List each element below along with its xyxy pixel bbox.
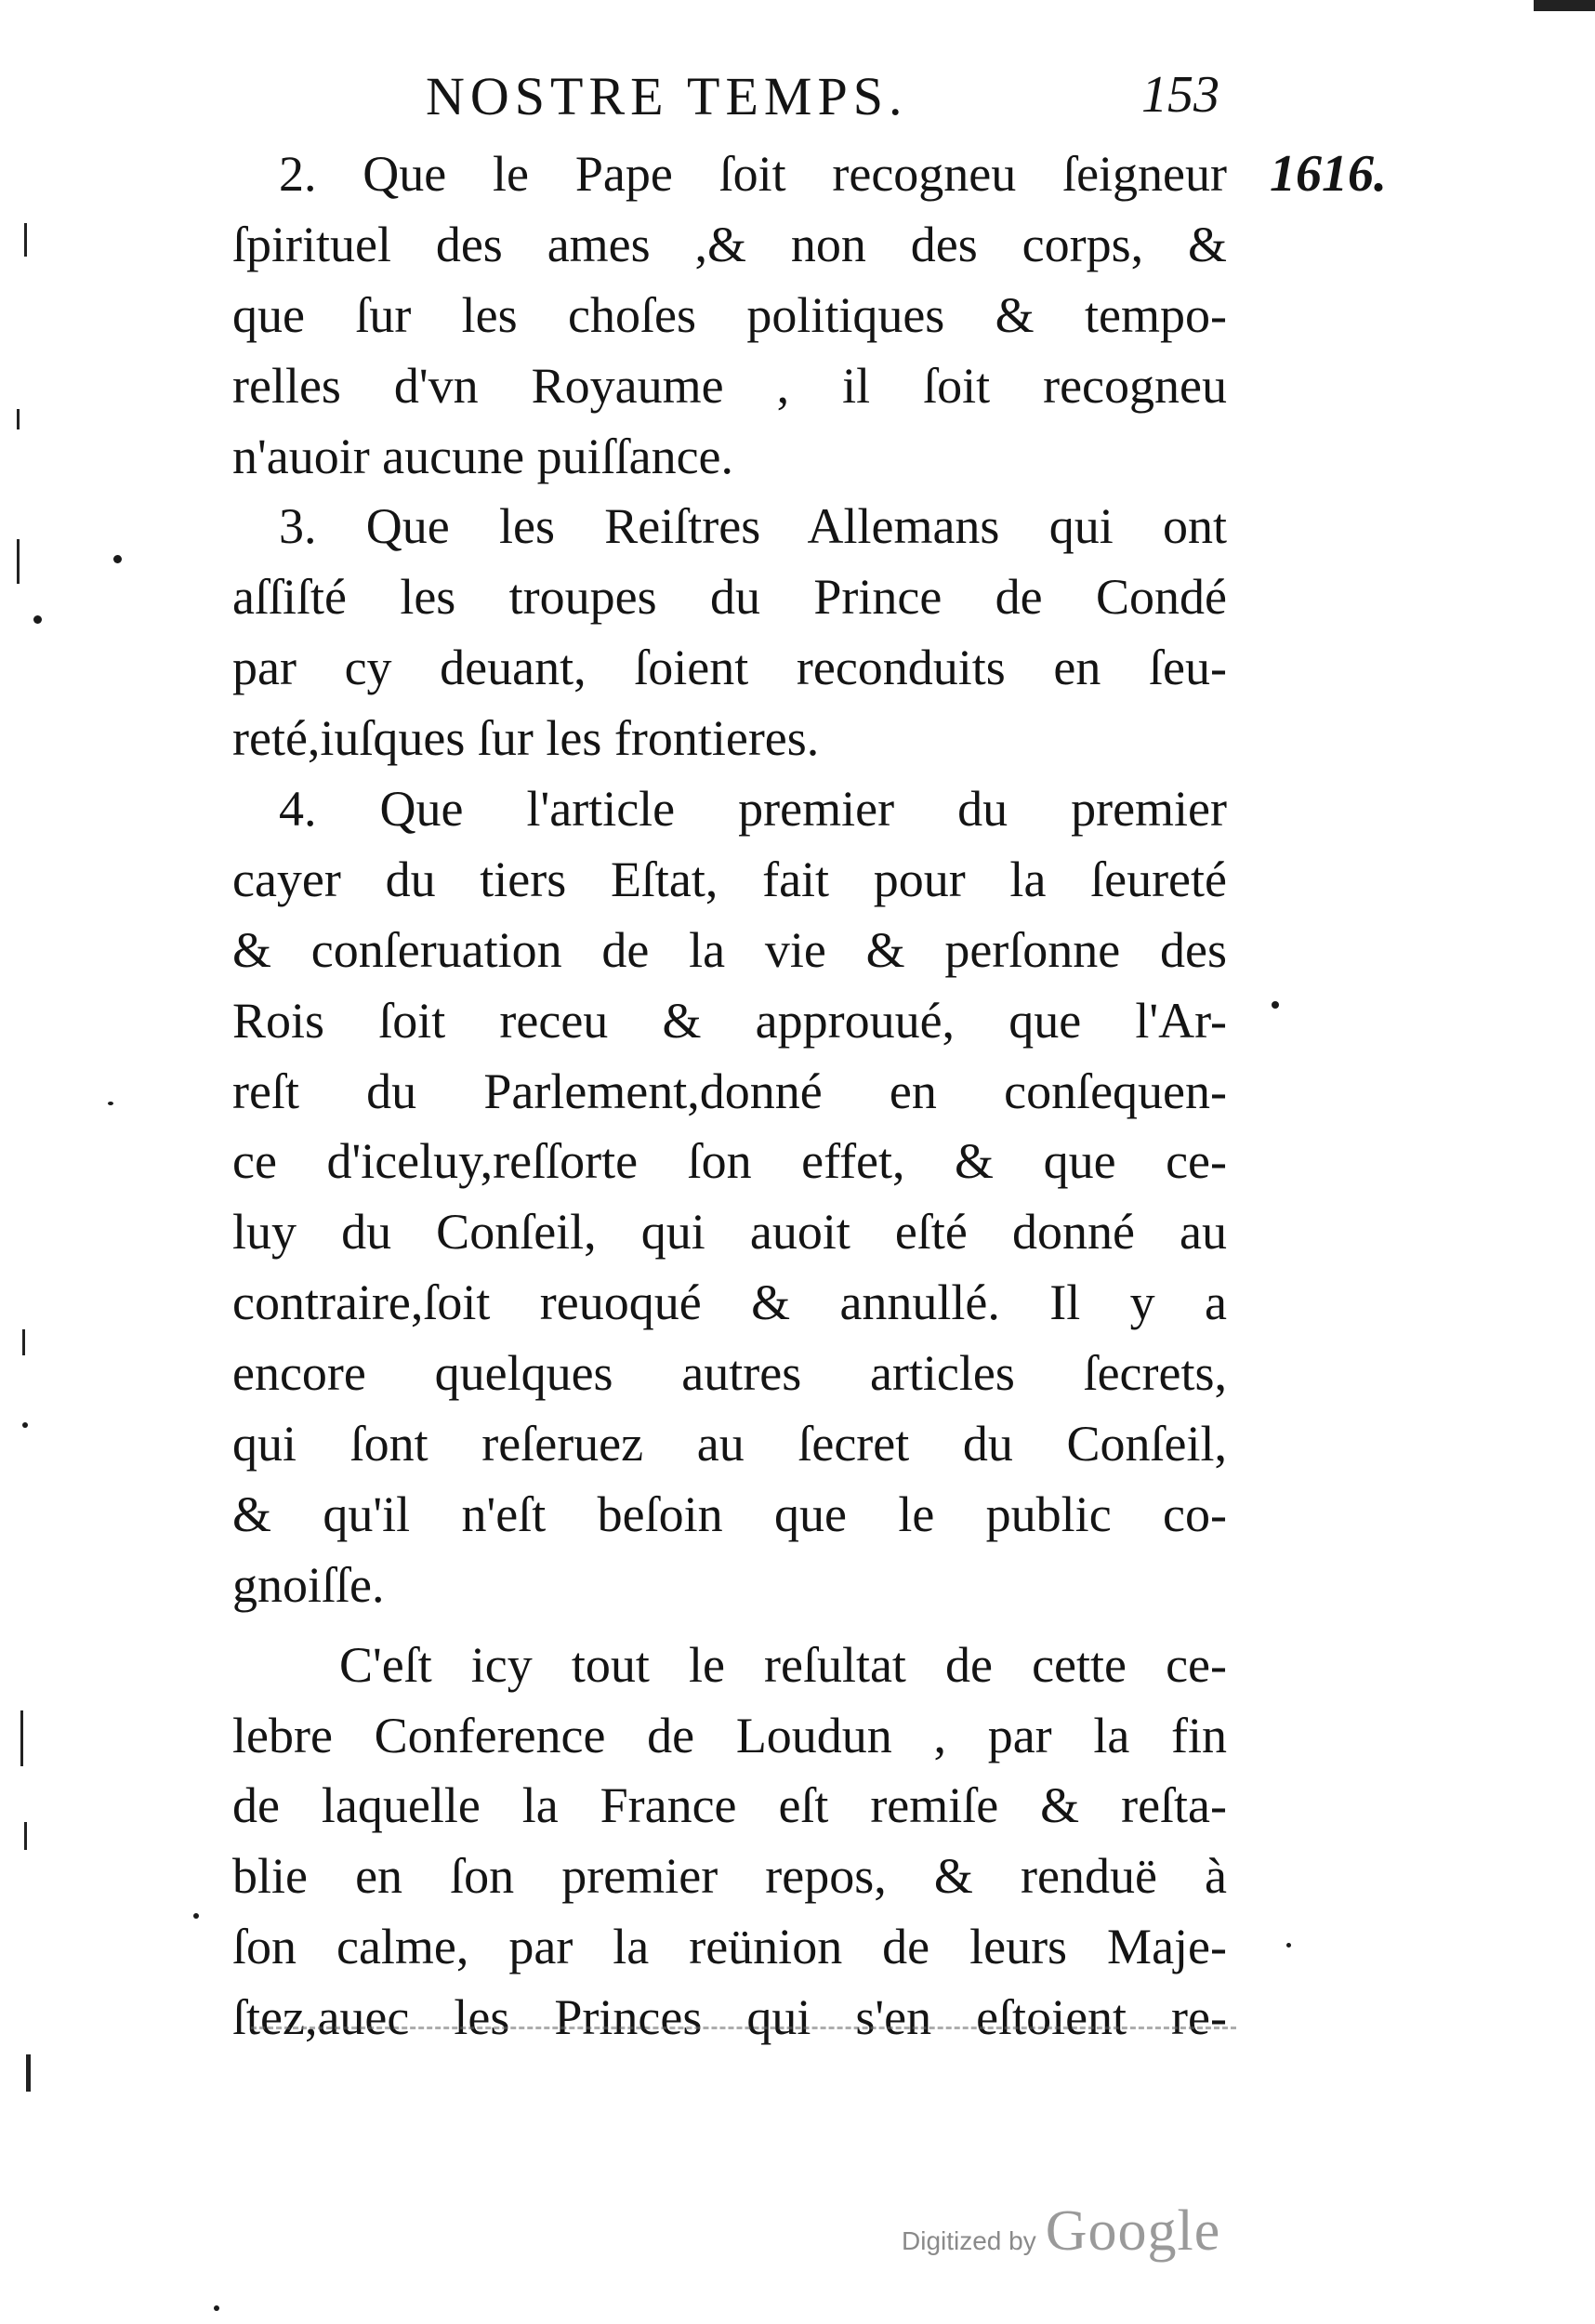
text-line: lebre Conference de Loudun , par la fin xyxy=(232,1707,1227,1763)
scan-speck xyxy=(22,1422,28,1428)
google-logo: Google xyxy=(1045,2199,1221,2263)
scan-edge-mark xyxy=(1534,0,1595,11)
text-line: qui ſont reſeruez au ſecret du Conſeil, xyxy=(232,1416,1227,1472)
scan-speck xyxy=(1286,1943,1291,1948)
text-line: ſpirituel des ames ,& non des corps, & xyxy=(232,216,1227,272)
text-line: ſon calme, par la reünion de leurs Maje- xyxy=(232,1919,1227,1975)
digitized-watermark xyxy=(902,2199,1220,2265)
text-line: ſtez,auec les Princes qui s'en eſtoient re- xyxy=(232,1989,1227,2046)
scan-edge-mark xyxy=(17,539,20,584)
scan-edge-mark xyxy=(17,409,20,429)
scan-edge-mark xyxy=(20,1710,23,1766)
scan-speck xyxy=(1272,1001,1279,1009)
text-line: cayer du tiers Eſtat, fait pour la ſeureté xyxy=(232,851,1227,907)
scan-speck xyxy=(214,2305,219,2311)
paragraph-gap xyxy=(232,1621,1227,1631)
text-line: & conſeruation de la vie & perſonne des xyxy=(232,921,1227,978)
text-line: luy du Conſeil, qui auoit eſté donné au xyxy=(232,1204,1227,1261)
text-line: aſſiſté les troupes du Prince de Condé xyxy=(232,569,1227,626)
text-line: reſt du Parlement,donné en conſequen- xyxy=(232,1063,1227,1119)
text-line: de laquelle la France eſt remiſe & reſta- xyxy=(232,1777,1227,1834)
page-number: 153 xyxy=(1141,66,1219,124)
text-line: encore quelques autres articles ſecrets, xyxy=(232,1345,1227,1402)
scan-speck xyxy=(113,555,122,563)
text-line: 3. Que les Reiſtres Allemans qui ont xyxy=(279,498,1227,555)
body-text xyxy=(232,139,1227,2053)
text-line: n'auoir aucune puiſſance. xyxy=(232,428,733,484)
scan-edge-mark xyxy=(24,223,27,257)
scan-edge-mark xyxy=(26,2054,31,2092)
bottom-dashed-rule xyxy=(251,2027,1236,2029)
scan-speck xyxy=(33,615,42,624)
scan-edge-mark xyxy=(22,1329,25,1355)
scan-speck xyxy=(193,1913,199,1919)
text-line: que ſur les choſes politiques & tempo- xyxy=(232,286,1227,343)
text-line: 2. Que le Pape ſoit recogneu ſeigneur xyxy=(279,146,1227,202)
text-line: par cy deuant, ſoient reconduits en ſeu- xyxy=(232,640,1227,696)
scan-speck xyxy=(108,1102,113,1105)
text-line: relles d'vn Royaume , il ſoit recogneu xyxy=(232,357,1227,414)
digitized-label: Digitized by xyxy=(902,2226,1036,2255)
scan-edge-mark xyxy=(24,1822,27,1850)
text-line: gnoiſſe. xyxy=(232,1556,385,1613)
text-line: 4. Que l'article premier du premier xyxy=(279,781,1227,838)
text-line: contraire,ſoit reuoqué & annullé. Il y a xyxy=(232,1274,1227,1331)
margin-year-note: 1616. xyxy=(1270,145,1387,203)
text-line: Rois ſoit receu & approuué, que l'Ar- xyxy=(232,992,1227,1049)
running-head: NOSTRE TEMPS. xyxy=(426,66,908,126)
text-line: ce d'iceluy,reſſorte ſon effet, & que ce- xyxy=(232,1133,1227,1190)
text-line: reté,iuſques ſur les frontieres. xyxy=(232,710,820,767)
text-line: & qu'il n'eſt beſoin que le public co- xyxy=(232,1486,1227,1542)
text-line: C'eſt icy tout le reſultat de cette ce- xyxy=(339,1636,1227,1693)
text-line: blie en ſon premier repos, & renduë à xyxy=(232,1848,1227,1905)
